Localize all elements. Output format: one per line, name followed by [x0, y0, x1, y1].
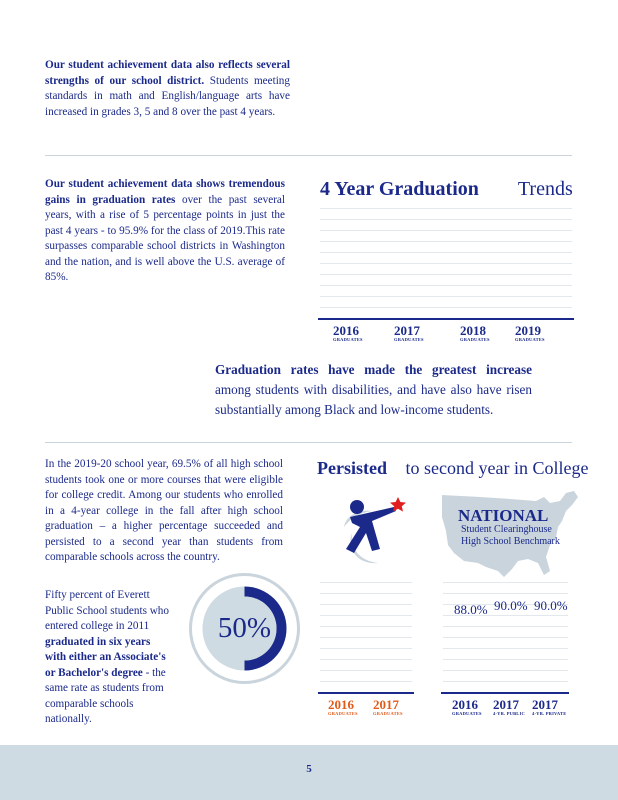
national-x-label	[493, 698, 525, 717]
grad-chart-grid	[320, 208, 572, 318]
six-year-bold: graduated in six years with either an Associate's or Bachelor's degree	[45, 635, 166, 679]
national-x-caption: 4-YR. PUBLIC	[493, 711, 525, 716]
persist-x-year: 2016	[328, 697, 354, 712]
college-text: In the 2019-20 school year, 69.5% of all high school students took one or more courses that were eligible for college credit. Among our students who enrolled in a 4-year college in the fall after high school graduation – a higher percentage succeeded and persisted to a second year than students from comparable schools across the country.	[45, 458, 283, 563]
grad-x-caption: GRADUATES	[460, 337, 490, 342]
grad-note-bold: Graduation rates have made the greatest increase	[215, 362, 532, 377]
national-x-year: 2016	[452, 697, 478, 712]
national-x-caption: GRADUATES	[452, 711, 482, 716]
intro-text: Students meeting standards in math and English/language arts have increased in grades 3, 5 and 8 over the past 4 years.	[45, 74, 290, 118]
grad-x-year: 2017	[394, 323, 420, 338]
persist-title-bold: Persisted	[317, 458, 387, 478]
graduation-paragraph	[45, 177, 285, 286]
national-line1: Student Clearinghouse	[461, 524, 552, 535]
donut-chart	[188, 572, 301, 685]
national-line2: High School Benchmark	[461, 536, 560, 547]
national-chart-axis	[441, 692, 569, 694]
grad-note-text: among students with disabilities, and have also have risen substantially among Black and low-income students.	[215, 382, 532, 417]
persist-title-rest: to second year in College	[405, 458, 589, 478]
national-x-year: 2017	[493, 697, 519, 712]
grad-chart-title-bold: 4 Year Graduation	[320, 178, 479, 200]
grad-note	[215, 360, 532, 420]
divider-1	[45, 155, 572, 156]
graduate-figure-icon	[336, 493, 410, 567]
grad-chart-title-rest: Trends	[517, 178, 573, 200]
national-value-label: 90.0%	[534, 598, 568, 613]
persist-x-label	[328, 698, 358, 717]
six-year-paragraph	[45, 588, 170, 728]
grad-chart-axis	[318, 318, 574, 320]
intro-bold: Our student achievement data also reflects several strengths of our school district.	[45, 59, 290, 87]
national-value-label: 90.0%	[494, 598, 528, 613]
graduation-text: over the past several years, with a rise of 5 percentage points in just the past 4 years - to 95.9% for the class of 2019.This rate surpasses comparable school districts in Washington and the nation, and is well above the U.S. average of 85%.	[45, 193, 285, 283]
donut-label: 50%	[217, 612, 272, 644]
grad-x-label	[515, 324, 545, 343]
persist-x-caption: GRADUATES	[328, 711, 358, 716]
national-x-caption: 4-YR. PRIVATE	[532, 711, 567, 716]
grad-x-label	[394, 324, 424, 343]
persist-title	[317, 458, 588, 479]
grad-x-year: 2016	[333, 323, 359, 338]
divider-2	[45, 442, 572, 443]
national-title: NATIONAL	[458, 506, 549, 525]
grad-x-label	[460, 324, 490, 343]
national-x-year: 2017	[532, 697, 558, 712]
page-footer	[0, 745, 618, 800]
persist-x-label	[373, 698, 403, 717]
graduation-bold: Our student achievement data shows tremendous gains in graduation rates	[45, 178, 285, 206]
persist-chart-grid	[320, 582, 412, 692]
grad-x-caption: GRADUATES	[333, 337, 363, 342]
persist-x-caption: GRADUATES	[373, 711, 403, 716]
page-number: 5	[306, 763, 312, 775]
persist-x-year: 2017	[373, 697, 399, 712]
grad-x-year: 2019	[515, 323, 541, 338]
persist-chart-axis	[318, 692, 414, 694]
intro-paragraph	[45, 58, 290, 120]
six-year-start: Fifty percent of Everett Public School students who entered college in 2011	[45, 589, 169, 632]
grad-x-caption: GRADUATES	[515, 337, 545, 342]
college-paragraph	[45, 457, 283, 566]
national-value-label: 88.0%	[454, 602, 488, 617]
grad-x-caption: GRADUATES	[394, 337, 424, 342]
national-x-label	[532, 698, 566, 717]
grad-chart-title	[320, 178, 573, 201]
national-x-label	[452, 698, 482, 717]
six-year-end: - the same rate as students from comparable schools nationally.	[45, 666, 166, 725]
grad-x-label	[333, 324, 363, 343]
grad-x-year: 2018	[460, 323, 486, 338]
